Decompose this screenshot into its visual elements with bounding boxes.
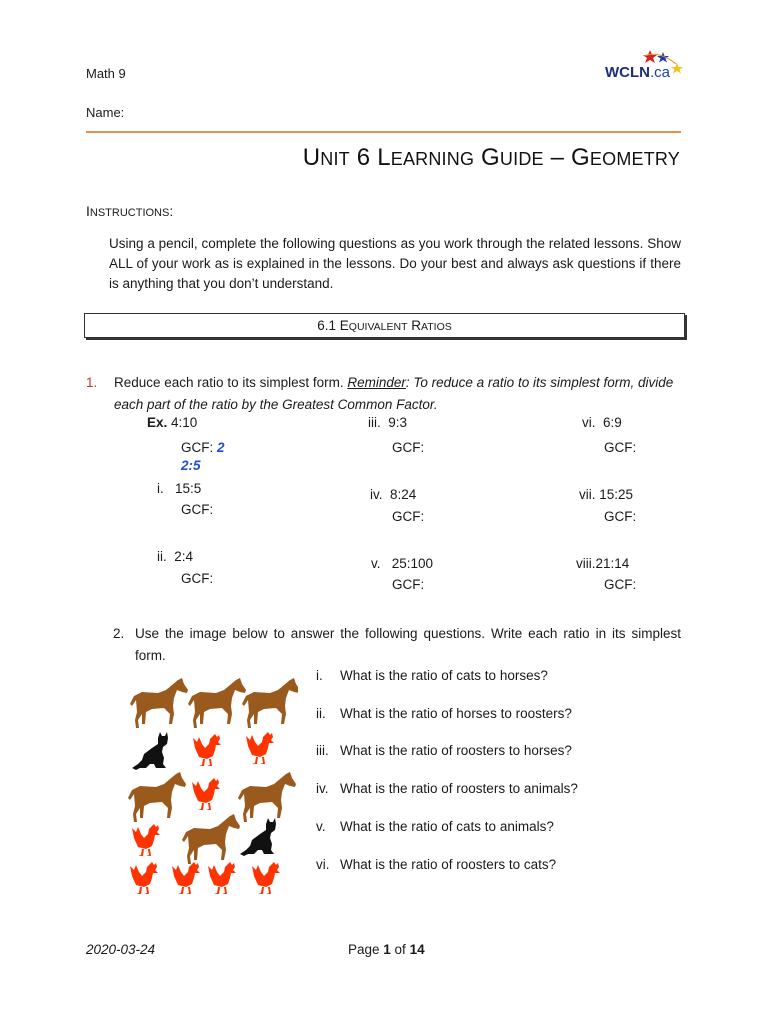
horse-icon bbox=[188, 678, 246, 728]
ratio-item-vi-gcf: GCF: bbox=[604, 440, 637, 455]
name-label: Name: bbox=[86, 105, 125, 120]
ratio-item-i-gcf: GCF: bbox=[181, 502, 214, 517]
ratio-example: Ex. 4:10 bbox=[147, 415, 198, 430]
rooster-icon bbox=[192, 778, 220, 810]
ratio-item-iv-gcf: GCF: bbox=[392, 509, 425, 524]
horse-icon bbox=[128, 772, 186, 822]
q2-sub-ii: ii. What is the ratio of horses to roosters? bbox=[316, 706, 572, 721]
ratio-item-iv: iv. 8:24 bbox=[370, 487, 417, 502]
ratio-item-vii: vii. 15:25 bbox=[579, 487, 634, 502]
wcln-logo bbox=[604, 48, 684, 82]
question-1-number: 1. bbox=[86, 375, 98, 390]
rooster-icon bbox=[132, 824, 160, 856]
rooster-icon bbox=[130, 862, 158, 894]
horse-icon bbox=[242, 678, 298, 728]
horse-icon bbox=[130, 678, 188, 728]
animal-picture bbox=[126, 668, 298, 900]
header-divider bbox=[86, 131, 681, 133]
footer-date: 2020-03-24 bbox=[86, 942, 156, 957]
ratio-item-viii: viii.21:14 bbox=[576, 556, 630, 571]
ratio-item-iii-gcf: GCF: bbox=[392, 440, 425, 455]
cat-icon bbox=[132, 732, 168, 770]
ratio-example-answer: 2:5 bbox=[181, 458, 201, 473]
section-heading-box: 6.1 EQUIVALENT RATIOS bbox=[84, 313, 685, 338]
ratio-item-v-gcf: GCF: bbox=[392, 577, 425, 592]
q2-sub-vi: vi. What is the ratio of roosters to cats? bbox=[316, 857, 557, 872]
q2-sub-iii: iii. What is the ratio of roosters to horses? bbox=[316, 743, 572, 758]
footer-page-number: Page 1 of 14 bbox=[348, 942, 425, 957]
ratio-item-ii: ii. 2:4 bbox=[157, 549, 194, 564]
question-2: 2. Use the image below to answer the following questions. Write each ratio in its simplest form. bbox=[113, 623, 681, 645]
cat-icon bbox=[240, 818, 276, 856]
q2-sub-iv: iv. What is the ratio of roosters to animals? bbox=[316, 781, 578, 796]
horse-icon bbox=[182, 814, 240, 864]
ratio-item-i: i. 15:5 bbox=[157, 481, 202, 496]
ratio-item-v: v. 25:100 bbox=[371, 556, 434, 571]
instructions-heading: INSTRUCTIONS: bbox=[86, 203, 174, 219]
instructions-text: Using a pencil, complete the following questions as you work through the related lessons. Show ALL of your work as is explained in the lessons. Do your best and always ask questions if there is anything that you don’t understand. bbox=[109, 236, 681, 291]
rooster-icon bbox=[172, 862, 200, 894]
logo-text: WCLN.ca bbox=[605, 64, 671, 81]
ratio-item-vii-gcf: GCF: bbox=[604, 509, 637, 524]
ratio-item-iii: iii. 9:3 bbox=[368, 415, 408, 430]
rooster-icon bbox=[252, 862, 280, 894]
q2-sub-v: v. What is the ratio of cats to animals? bbox=[316, 819, 554, 834]
q2-sub-i: i. What is the ratio of cats to horses? bbox=[316, 668, 548, 683]
ratio-item-ii-gcf: GCF: bbox=[181, 571, 214, 586]
horse-icon bbox=[238, 772, 296, 822]
course-label: Math 9 bbox=[86, 66, 126, 81]
rooster-icon bbox=[193, 734, 221, 766]
ratio-item-vi: vi. 6:9 bbox=[582, 415, 622, 430]
question-1: 1. Reduce each ratio to its simplest form. Reminder: To reduce a ratio to its simplest form, divide each part of the ratio by the Greatest Common Factor. bbox=[86, 375, 674, 412]
ratio-example-gcf: GCF: 2 bbox=[181, 440, 225, 455]
question-2-number: 2. bbox=[113, 626, 125, 641]
rooster-icon bbox=[246, 732, 274, 764]
ratio-item-viii-gcf: GCF: bbox=[604, 577, 637, 592]
page-title: UNIT 6 LEARNING GUIDE – GEOMETRY bbox=[302, 144, 680, 171]
rooster-icon bbox=[208, 862, 236, 894]
